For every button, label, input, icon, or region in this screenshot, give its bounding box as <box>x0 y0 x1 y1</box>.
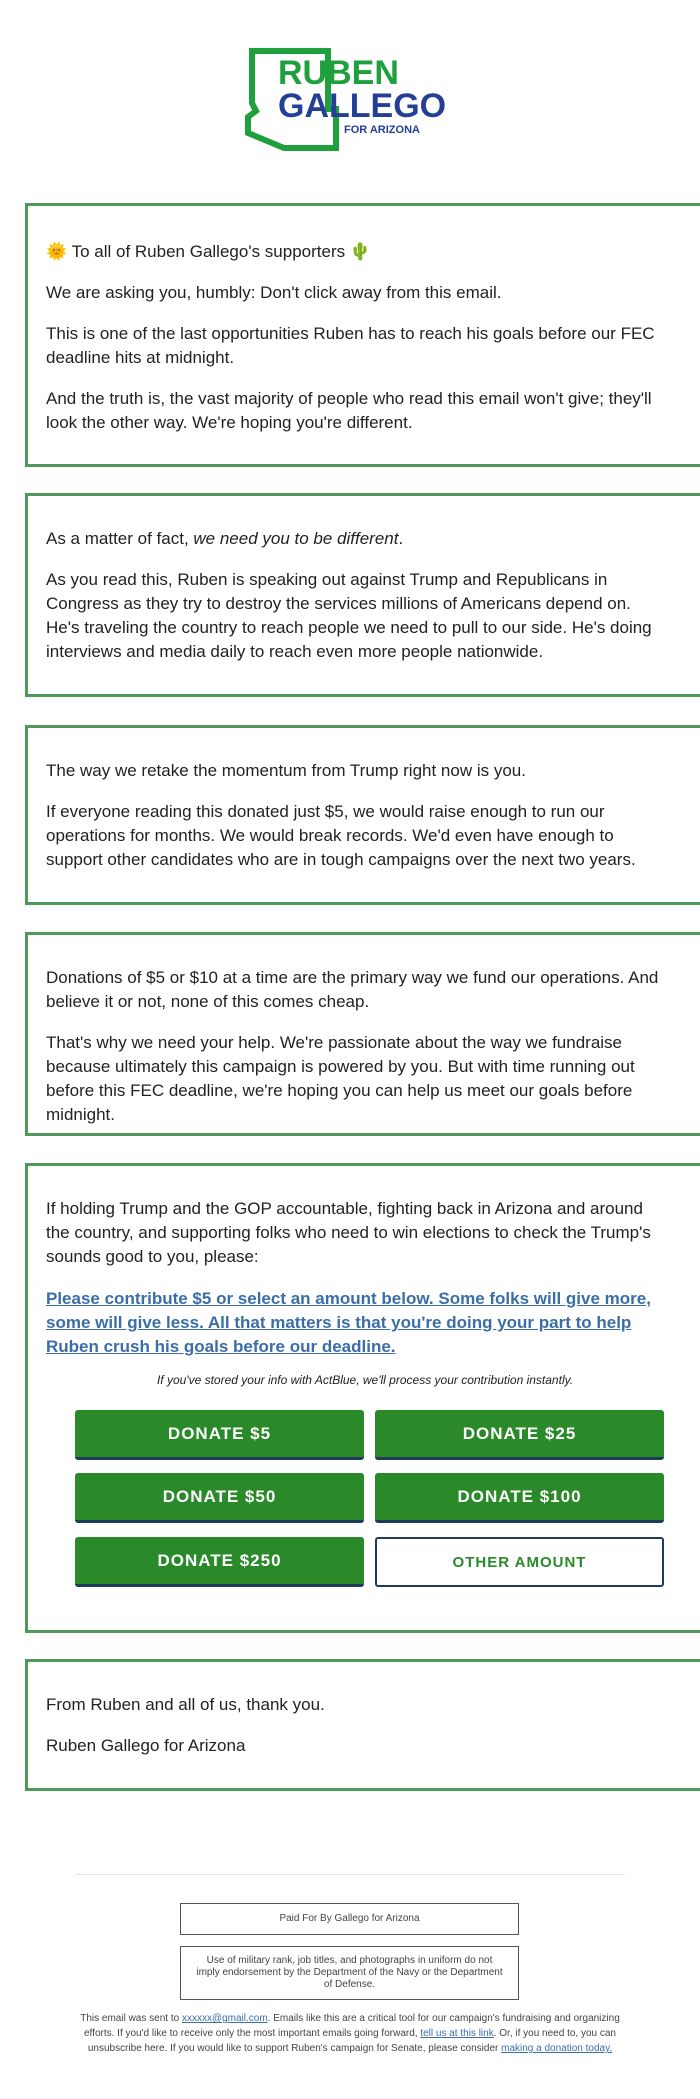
footer-sent-prefix: This email was sent to <box>80 2013 182 2024</box>
paid-for-box: Paid For By Gallego for Arizona <box>180 1903 519 1935</box>
donate-5-button[interactable]: DONATE $5 <box>75 1410 364 1460</box>
intro-paragraph-2: This is one of the last opportunities Ruben has to reach his goals before our FEC deadline hits at midnight. <box>46 324 655 367</box>
donate-25-button[interactable]: DONATE $25 <box>375 1410 664 1460</box>
five-dollar-paragraph: If everyone reading this donated just $5, we would raise enough to run our operations for months. We would break records. We'd even have enough to support other candidates who are in tough campaigns over the next two years. <box>46 802 636 869</box>
different-emphasis: we need you to be different <box>193 529 399 548</box>
logo-line3: FOR ARIZONA <box>344 124 420 136</box>
greeting-text: To all of Ruben Gallego's supporters <box>71 242 346 261</box>
contribute-link[interactable]: Please contribute $5 or select an amount below. Some folks will give more, some will give less. All that matters is that you're doing your part to help Ruben crush his goals before our deadline. <box>46 1289 651 1356</box>
logo-line1: RUBEN <box>278 54 399 92</box>
thank-you-line: From Ruben and all of us, thank you. <box>46 1695 325 1714</box>
footer-sent-mid: . Emails like this are a critical tool for our campaign's fundraising and organizing efforts. If you'd like to receive only the most important emails going forward, <box>84 2013 620 2039</box>
different-prefix: As a matter of fact, <box>46 529 194 548</box>
intro-paragraph-3: And the truth is, the vast majority of people who read this email won't give; they'll look the other way. We're hoping you're different. <box>46 389 652 432</box>
footer-text <box>65 2011 635 2056</box>
operations-card <box>25 932 700 1136</box>
sun-icon: 🌞 <box>46 242 68 261</box>
operations-paragraph: Donations of $5 or $10 at a time are the primary way we fund our operations. And believe it or not, none of this comes cheap. <box>46 968 659 1011</box>
signature-line: Ruben Gallego for Arizona <box>46 1736 246 1755</box>
recipient-email-link[interactable]: xxxxxx@gmail.com <box>181 2013 268 2024</box>
help-paragraph: That's why we need your help. We're passionate about the way we fundraise because ultimately this campaign is powered by you. But with time running out before this FEC deadline, we're hoping you can help us meet our goals before midnight. <box>46 1033 635 1124</box>
different-card <box>25 493 700 697</box>
donate-100-button[interactable]: DONATE $100 <box>375 1473 664 1523</box>
logo-line2: GALLEGO <box>278 87 447 125</box>
different-paragraph <box>46 527 666 551</box>
signoff-card <box>25 1659 700 1791</box>
footer-divider <box>75 1874 625 1875</box>
military-disclaimer-box: Use of military rank, job titles, and photographs in uniform do not imply endorsement by the Department of the Navy or the Department of Defense. <box>180 1946 519 2000</box>
email-preferences-link[interactable]: tell us at this link <box>420 2028 494 2039</box>
momentum-card <box>25 725 700 905</box>
cactus-icon: 🌵 <box>349 242 372 261</box>
make-donation-link[interactable]: making a donation today. <box>501 2043 613 2054</box>
donate-50-button[interactable]: DONATE $50 <box>75 1473 364 1523</box>
greeting-line <box>46 240 666 264</box>
intro-paragraph-1: We are asking you, humbly: Don't click away from this email. <box>46 283 502 302</box>
actblue-note: If you've stored your info with ActBlue, we'll process your contribution instantly. <box>156 1373 574 1387</box>
accountable-paragraph: If holding Trump and the GOP accountable, fighting back in Arizona and around the country, and supporting folks who need to win elections to check the Trump's sounds good to you, please: <box>46 1199 651 1266</box>
intro-card <box>25 203 700 467</box>
other-amount-button[interactable]: OTHER AMOUNT <box>375 1537 664 1587</box>
speaking-paragraph: As you read this, Ruben is speaking out against Trump and Republicans in Congress as they try to destroy the services millions of Americans depend on. He's traveling the country to reach people we need to pull to our side. He's doing interviews and media daily to reach even more people nationwide. <box>46 570 652 661</box>
different-suffix: . <box>398 529 404 548</box>
donate-250-button[interactable]: DONATE $250 <box>75 1537 364 1587</box>
footer-sent-mid2: . Or, if you need to, you can unsubscribe here. If you would like to support Ruben's campaign for Senate, please consider <box>87 2028 616 2054</box>
donate-card <box>25 1163 700 1633</box>
campaign-logo <box>244 47 449 152</box>
arizona-outline-logo <box>244 47 449 152</box>
momentum-paragraph: The way we retake the momentum from Trump right now is you. <box>46 761 526 780</box>
